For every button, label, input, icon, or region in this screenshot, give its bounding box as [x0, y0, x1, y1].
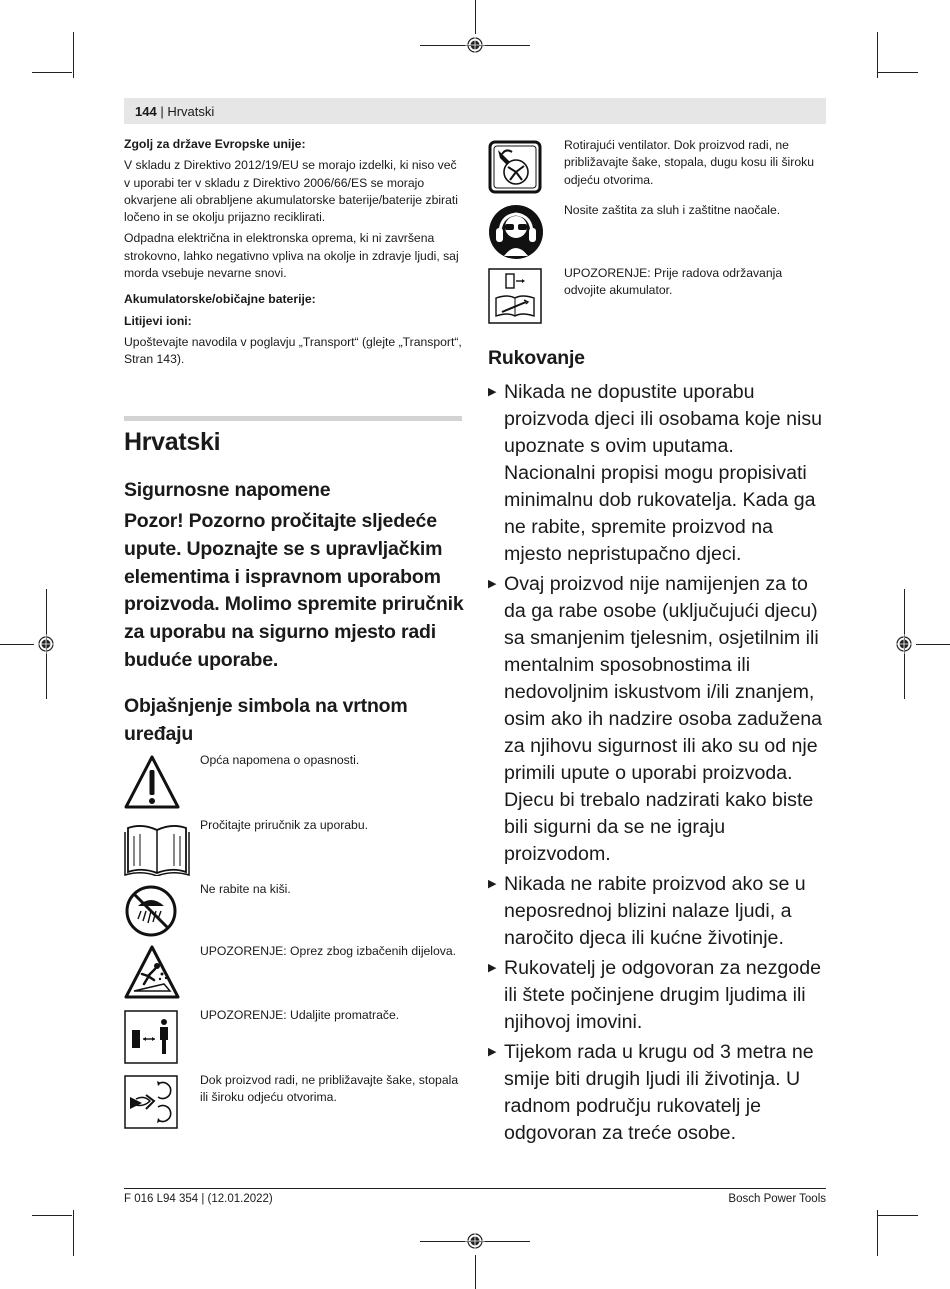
crop-mark — [878, 72, 918, 73]
footer-divider — [124, 1188, 826, 1189]
registration-mark-icon — [36, 634, 56, 654]
flying-debris-icon — [124, 944, 180, 1000]
list-item: ▶ Rukovatelj je odgovoran za nezgode ili štete počinjene drugim ljudima ili njihovoj imovini. — [488, 955, 828, 1036]
crop-mark — [877, 1210, 878, 1256]
disposal-section — [124, 136, 464, 369]
symbol-description: UPOZORENJE: Prije radova održavanja odvojite akumulator. — [564, 266, 783, 298]
lithium-text: Upoštevajte navodila v poglavju „Transport“ (glejte „Transport“, Stran 143). — [124, 334, 462, 367]
symbol-description: Dok proizvod radi, ne približavajte šake, stopala ili široku odjeću otvorima. — [200, 1073, 459, 1105]
footer-brand: Bosch Power Tools — [728, 1193, 826, 1205]
eu-paragraph: Odpadna električna in elektronska oprema, ki ni završena strokovno, lahko negativno vpliva na okolje in zdravje ljudi, saj morda vsebuje nevarne snovi. — [124, 231, 459, 281]
crop-mark — [878, 1215, 918, 1216]
operation-heading: Rukovanje — [488, 347, 585, 369]
keep-bystanders-away-icon — [124, 1010, 178, 1064]
page-number: 144 — [135, 104, 157, 119]
page-header-bar — [124, 98, 826, 124]
registration-mark-icon — [465, 35, 485, 55]
list-item: ▶ Ovaj proizvod nije namijenjen za to da ga rabe osobe (uključujući djecu) sa smanjenim tjelesnim, osjetilnim ili mentalnim sposobnostima ili nedovoljnim iskustvom i/ili znanjem, osim ako ih nadzire osoba zadužena za njihovu sigurnost ili ako su od nje primili upute o uporabi proizvoda. Djecu bi trebalo nadzirati kako biste bili sigurni da se ne igraju proizvodom. — [488, 571, 828, 868]
crop-mark — [916, 644, 950, 645]
lithium-heading: Litijevi ioni: — [124, 313, 192, 328]
crop-mark — [32, 72, 72, 73]
rotating-parts-icon — [124, 1075, 178, 1129]
safety-warning: Pozor! Pozorno pročitajte sljedeće upute. Upoznajte se s upravljačkim elementima i ispravnom uporabom proizvoda. Molimo spremite priručnik za uporabu na sigurno mjesto radi buduće uporabe. — [124, 510, 464, 671]
safety-heading: Sigurnosne napomene — [124, 479, 331, 501]
registration-mark-icon — [894, 634, 914, 654]
symbol-description: Opća napomena o opasnosti. — [200, 753, 360, 767]
symbol-description: Ne rabite na kiši. — [200, 882, 291, 896]
page-header — [135, 104, 214, 119]
header-section: Hrvatski — [167, 104, 215, 119]
header-separator: | — [160, 104, 168, 119]
symbol-description: Rotirajući ventilator. Dok proizvod radi, ne približavajte šake, stopala, dugu kosu ili široku odjeću otvorima. — [564, 138, 814, 187]
symbol-description: Pročitajte priručnik za uporabu. — [200, 818, 369, 832]
crop-mark — [475, 1255, 476, 1289]
ear-eye-protection-icon — [488, 204, 544, 260]
symbol-description: Nosite zaštita za sluh i zaštitne naočale. — [564, 203, 781, 217]
list-item: ▶ Nikada ne rabite proizvod ako se u neposrednoj blizini nalaze ljudi, a naročito djeca ili kućne životinje. — [488, 871, 828, 952]
no-rain-icon — [124, 884, 178, 938]
eu-paragraph: V skladu z Direktivo 2012/19/EU se morajo izdelki, ki niso več v uporabi ter v skladu z Direktivo 2006/66/ES se morajo okvarjene ali obrabljene akumulatorske baterije/baterije zbirati ločeno in se okolju prijazno reciklirati. — [124, 158, 458, 225]
symbols-heading: Objašnjenje simbola na vrtnom uređaju — [124, 695, 408, 745]
warning-triangle-icon — [124, 754, 180, 810]
rotating-fan-icon — [488, 140, 542, 194]
footer-doc-code: F 016 L94 354 | (12.01.2022) — [124, 1193, 273, 1205]
section-divider — [124, 416, 462, 421]
crop-mark — [0, 644, 34, 645]
registration-mark-icon — [465, 1231, 485, 1251]
eu-heading: Zgolj za države Evropske unije: — [124, 137, 306, 151]
crop-mark — [73, 32, 74, 78]
manual-book-icon — [124, 818, 190, 876]
remove-battery-icon — [488, 268, 542, 324]
symbol-description: UPOZORENJE: Udaljite promatrače. — [200, 1008, 400, 1022]
symbol-description: UPOZORENJE: Oprez zbog izbačenih dijelova. — [200, 944, 457, 958]
list-item: ▶ Tijekom rada u krugu od 3 metra ne smije biti drugih ljudi ili životinja. U radnom području rukovatelj je odgovoran za treće osobe. — [488, 1039, 828, 1147]
section-title: Hrvatski — [124, 428, 221, 456]
operation-bullet-list — [488, 379, 828, 1150]
crop-mark — [475, 0, 476, 34]
crop-mark — [32, 1215, 72, 1216]
battery-heading: Akumulatorske/običajne baterije: — [124, 292, 316, 307]
list-item: ▶ Nikada ne dopustite uporabu proizvoda djeci ili osobama koje nisu upoznate s ovim uputama. Nacionalni propisi mogu propisivati minimalnu dob rukovatelja. Kada ga ne rabite, spremite proizvod na mjesto nepristupačno djeci. — [488, 379, 828, 568]
crop-mark — [73, 1210, 74, 1256]
